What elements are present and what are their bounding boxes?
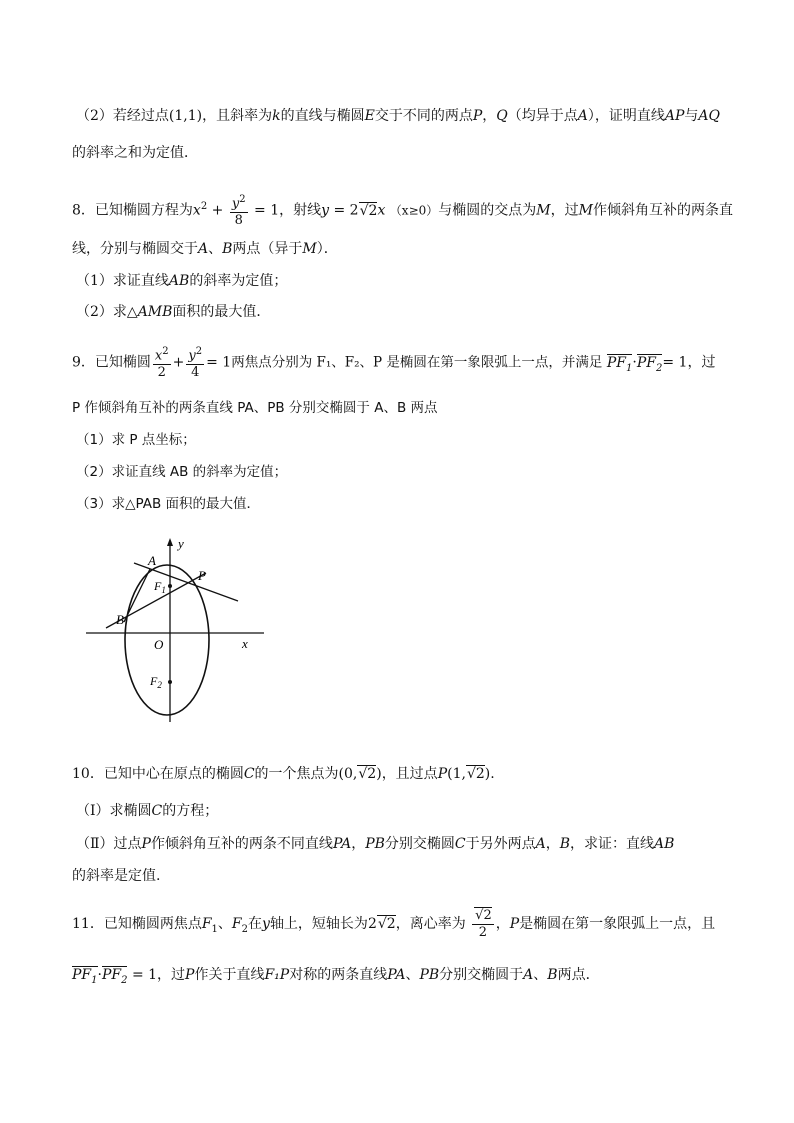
sqrt-2: √2 <box>377 916 396 932</box>
var-AP: AP <box>664 108 685 124</box>
label-P: P <box>198 568 206 583</box>
dot: · <box>97 967 102 983</box>
q8-part2 <box>76 302 270 322</box>
text: 8．已知椭圆方程为 <box>72 202 193 219</box>
text: 两焦点分别为 F₁、F₂、P 是椭圆在第一象限弧上一点，并满足 <box>231 354 603 371</box>
label-F2-letter: F <box>150 674 158 688</box>
text: (0, <box>338 766 358 782</box>
var-M: M <box>578 202 593 219</box>
q9-part1: （1）求 P 点坐标； <box>76 432 196 448</box>
sqrt-2: √2 <box>359 202 378 219</box>
q8-line1 <box>72 190 733 229</box>
text: ) <box>484 766 491 782</box>
text: 的直线与椭圆 <box>280 108 365 124</box>
text: ，离心率为 <box>395 916 466 932</box>
var-y: y <box>231 196 240 212</box>
line-PA <box>134 563 238 601</box>
text: （Ⅰ）求椭圆 <box>76 803 152 819</box>
q8-part1 <box>76 271 287 291</box>
var-x: x <box>192 202 201 219</box>
var-C: C <box>151 803 163 819</box>
denominator: 2 <box>478 924 488 940</box>
sqrt-2: √2 <box>358 766 377 782</box>
var-F: F <box>231 916 242 932</box>
vector-PF2 <box>636 354 663 374</box>
var-y: y <box>321 202 330 219</box>
label-B: B <box>116 612 124 627</box>
ellipse-diagram <box>82 536 272 722</box>
plus: + <box>211 202 224 219</box>
q10-part2-line2: 的斜率是定值. <box>72 868 161 884</box>
text: （Ⅱ）过点 <box>76 836 142 852</box>
condition: （x≥0） <box>389 203 439 218</box>
var-Q: Q <box>496 108 508 124</box>
var-AB: AB <box>168 273 190 289</box>
var-F1P: F₁P <box>264 967 290 983</box>
exponent: 2 <box>200 201 208 212</box>
subscript: 1 <box>91 974 98 986</box>
var-A: A <box>535 836 546 852</box>
q7-part2-line1 <box>76 106 720 126</box>
text: 分别交椭圆于 <box>439 967 524 983</box>
text: 、 <box>217 916 232 932</box>
y-axis-arrow <box>167 538 173 546</box>
text: 的斜率为定值； <box>189 273 288 289</box>
subscript: 1 <box>211 923 218 935</box>
text: 作倾斜角互补的两条不同直线 <box>150 836 333 852</box>
subscript: 2 <box>241 923 249 935</box>
radicand: 2 <box>483 907 492 923</box>
sqrt-2: √2 <box>466 766 485 782</box>
text: ，过 <box>157 967 186 983</box>
text: PF <box>72 967 92 983</box>
exponent: 2 <box>239 193 246 205</box>
var-B: B <box>222 241 233 257</box>
text: 线，分别与椭圆交于 <box>72 241 198 257</box>
dot: · <box>632 354 637 371</box>
text: ， <box>482 108 497 124</box>
q8-line2 <box>72 239 338 259</box>
fraction-sqrt2-over-2: $\frac{√2}{2}$ <box>472 908 494 941</box>
var-P: P <box>472 108 483 124</box>
label-A: A <box>148 553 156 568</box>
text: 于另外两点 <box>465 836 536 852</box>
label-y: y <box>178 536 184 551</box>
label-O: O <box>154 637 164 652</box>
ellipse <box>125 565 209 715</box>
text: 分别交椭圆 <box>384 836 455 852</box>
text: （1）求证直线 <box>76 273 169 289</box>
text: ， <box>351 836 366 852</box>
vector-PF1 <box>606 354 633 374</box>
var-k: k <box>272 108 281 124</box>
var-AMB: AMB <box>137 304 173 320</box>
denominator: 4 <box>191 365 200 381</box>
var-PB: PB <box>365 836 385 852</box>
text: PF <box>606 354 627 371</box>
text: 两点． <box>557 967 600 983</box>
q7-part2-line2: 的斜率之和为定值． <box>72 145 198 161</box>
var-C: C <box>454 836 466 852</box>
vector-PF1 <box>72 966 98 986</box>
text: 作关于直线 <box>194 967 265 983</box>
text: ，且过点 <box>381 766 438 782</box>
q9-part2: （2）求证直线 AB 的斜率为定值； <box>76 464 288 480</box>
var-B: B <box>559 836 571 852</box>
equals: = 1 <box>662 354 688 371</box>
equals: = 1 <box>254 202 280 219</box>
var-y: y <box>262 916 270 932</box>
text: （均异于点 <box>507 108 578 124</box>
subscript: 2 <box>656 362 663 374</box>
text: （2）若经过点 <box>76 108 169 124</box>
q10-part1 <box>76 801 218 821</box>
label-F2-sub: 2 <box>157 680 162 690</box>
text: 9．已知椭圆 <box>72 354 151 371</box>
text: 与 <box>684 108 699 124</box>
var-E: E <box>364 108 375 124</box>
text: ，过 <box>550 202 579 219</box>
vector-PF2 <box>101 966 128 986</box>
text: 、 <box>208 241 223 257</box>
text: 是椭圆在第一象限弧上一点，且 <box>519 916 716 932</box>
fraction-y2-over-8 <box>230 192 248 229</box>
var-A: A <box>523 967 534 983</box>
text: (1, <box>447 766 466 782</box>
plus: + <box>172 354 185 371</box>
var-y: y <box>188 348 196 364</box>
var-AQ: AQ <box>698 108 720 124</box>
var-P: P <box>509 916 520 932</box>
fraction-y2-over-4 <box>186 344 204 381</box>
q10-line1 <box>72 764 495 784</box>
text: 10．已知中心在原点的椭圆 <box>72 766 244 782</box>
text: ），证明直线 <box>587 108 665 124</box>
q10-part2-line1 <box>76 834 674 854</box>
text: ，求证：直线 <box>570 836 655 852</box>
text: 在 <box>248 916 263 932</box>
text: ， <box>495 916 510 932</box>
radicand: 2 <box>386 916 396 932</box>
var-PA: PA <box>387 967 406 983</box>
var-F: F <box>201 916 212 932</box>
text: PF <box>101 967 122 983</box>
text: 作倾斜角互补的两条直 <box>592 202 733 219</box>
var-x: x <box>377 202 386 219</box>
label-x: x <box>242 636 248 651</box>
var-x: x <box>154 348 163 364</box>
var-P: P <box>141 836 151 852</box>
text: 与椭圆的交点为 <box>438 202 537 219</box>
radicand: 2 <box>367 766 377 782</box>
text: 交于不同的两点 <box>374 108 473 124</box>
text: . <box>490 766 495 782</box>
var-PB: PB <box>419 967 440 983</box>
subscript: 2 <box>121 974 128 986</box>
label-F1-sub: 1 <box>161 585 166 595</box>
text: 对称的两条直线 <box>289 967 388 983</box>
var-P: P <box>185 967 195 983</box>
text: ，且斜率为 <box>202 108 273 124</box>
q9-line1 <box>72 344 715 386</box>
equals: = 1 <box>131 967 158 983</box>
line-AB <box>124 569 150 622</box>
var-A: A <box>577 108 588 124</box>
var-C: C <box>243 766 255 782</box>
text: 11．已知椭圆两焦点 <box>72 916 202 932</box>
q9-line2: P 作倾斜角互补的两条直线 PA、PB 分别交椭圆于 A、B 两点 <box>72 400 438 416</box>
var-M: M <box>302 241 317 257</box>
subscript: 1 <box>626 362 633 374</box>
radicand: 2 <box>368 202 378 219</box>
exponent: 2 <box>162 346 169 357</box>
text: ）． <box>316 241 338 257</box>
focus-F2-point <box>168 680 172 684</box>
q9-part3: （3）求△PAB 面积的最大值． <box>76 496 261 512</box>
var-PA: PA <box>332 836 352 852</box>
label-F1 <box>153 579 166 595</box>
text: ， <box>545 836 560 852</box>
text: 、 <box>533 967 548 983</box>
fraction-x2-over-2 <box>153 344 171 381</box>
text: 的一个焦点为 <box>254 766 339 782</box>
coefficient: 2 <box>367 916 377 932</box>
denominator: 8 <box>234 213 243 229</box>
var-A: A <box>198 241 209 257</box>
text: ) <box>376 766 382 782</box>
text: （2）求△ <box>76 304 138 320</box>
text: ，过 <box>687 354 716 371</box>
text: 两点（异于 <box>232 241 303 257</box>
equals: = 2 <box>333 202 359 219</box>
label-F1-letter: F <box>154 579 162 593</box>
text: 的方程； <box>162 803 219 819</box>
text: 轴上，短轴长为 <box>269 916 368 932</box>
exponent: 2 <box>195 346 203 357</box>
text: 、 <box>405 967 420 983</box>
focus-F1-point <box>168 584 172 588</box>
var-M: M <box>536 202 551 219</box>
label-F2 <box>149 674 162 690</box>
equals: = 1 <box>206 354 232 371</box>
text: 面积的最大值． <box>172 304 271 320</box>
text: ，射线 <box>279 202 322 219</box>
radicand: 2 <box>475 766 485 782</box>
denominator: 2 <box>157 365 166 381</box>
ellipse-figure <box>82 536 272 722</box>
text: PF <box>636 354 656 371</box>
point-1-1: (1,1) <box>168 108 203 124</box>
var-B: B <box>547 967 558 983</box>
var-AB: AB <box>654 836 675 852</box>
q11-line2 <box>72 965 600 991</box>
var-P: P <box>437 766 448 782</box>
q11-line1 <box>72 906 715 948</box>
